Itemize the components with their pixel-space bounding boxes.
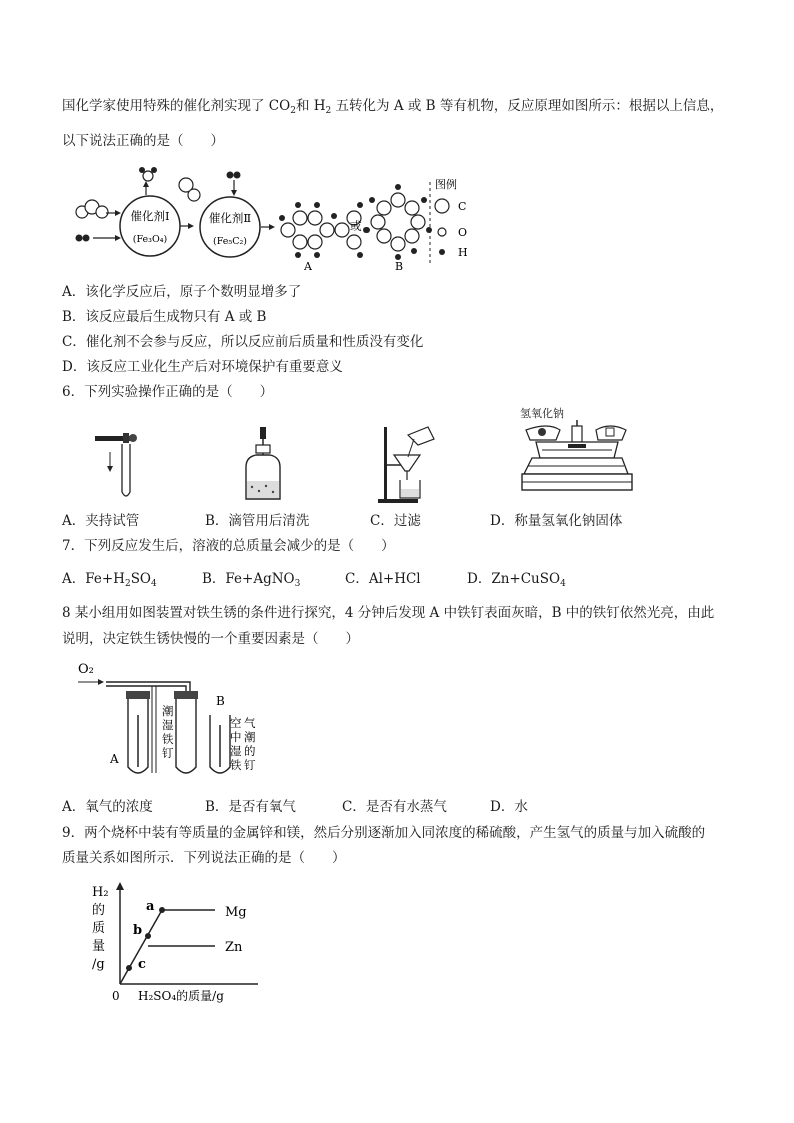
tube-b-text-c1-1: 空 xyxy=(230,716,242,730)
y-label-2: 的 xyxy=(92,903,106,918)
q5-stem-line1: 国化学家使用特殊的催化剂实现了 $CO_2$和 $H_2$ 五转化为 A 或 B 等有机物，反应原理如图所示：根据以上信息， xyxy=(62,98,724,116)
q5-option-a: A．该化学反应后，原子个数明显增多了 xyxy=(62,284,302,300)
series-mg-label: Mg xyxy=(225,905,247,920)
test-tube-clamp-icon xyxy=(95,433,137,496)
q8-stem-line2: 说明，决定铁生锈快慢的一个重要因素是（ ） xyxy=(62,631,359,647)
naoh-label: 氢氧化钠 xyxy=(520,407,564,420)
q7-option-b: B．Fe+AgNO$_3$ xyxy=(202,571,301,589)
q6-option-a: A．夹持试管 xyxy=(62,513,140,529)
co-molecule-icon xyxy=(179,178,200,201)
point-b-label: b xyxy=(133,923,143,938)
q6-figure-c xyxy=(378,425,448,507)
q9-stem-line1: 9．两个烧杯中装有等质量的金属锌和镁，然后分别逐渐加入同浓度的稀硫酸，产生氢气的质量与加入硫酸的 xyxy=(62,825,706,841)
legend-h: H xyxy=(458,246,468,259)
tube-a-text-2: 湿 xyxy=(162,718,174,732)
q8-option-d: D．水 xyxy=(490,799,528,815)
legend-title: 图例 xyxy=(435,178,457,191)
q8-apparatus-figure xyxy=(70,655,260,785)
q6-figure-a xyxy=(90,430,150,505)
hydrogen-legend-icon xyxy=(439,249,445,255)
q7-option-d: D．Zn+CuSO$_4$ xyxy=(467,571,566,589)
tube-a-text-4: 钉 xyxy=(162,746,174,760)
filtration-setup-icon xyxy=(378,427,434,503)
q6-figure-b xyxy=(232,425,292,507)
legend-c: C xyxy=(458,200,467,213)
catalyst-1-circle xyxy=(120,196,180,256)
carbon-legend-icon xyxy=(435,199,449,213)
origin-label: 0 xyxy=(112,989,120,1003)
q6-option-b: B．滴管用后清洗 xyxy=(205,513,310,529)
water-molecule-icon xyxy=(139,167,157,181)
tube-b-label: B xyxy=(216,694,225,708)
point-a-label: a xyxy=(146,899,155,914)
tube-b-text-c1-4: 铁 xyxy=(230,758,242,772)
q6-stem: 6．下列实验操作正确的是（ ） xyxy=(62,384,274,400)
q9-graph xyxy=(80,880,270,1005)
q8-option-b: B．是否有氧气 xyxy=(205,799,296,815)
catalyst-2-circle xyxy=(200,197,260,257)
oxygen-legend-icon xyxy=(438,228,446,236)
q5-option-b: B．该反应最后生成物只有 A 或 B xyxy=(62,309,267,325)
legend-o: O xyxy=(458,226,468,239)
y-label-5: /g xyxy=(92,957,105,972)
y-label-4: 量 xyxy=(92,939,106,954)
x-axis-label: H₂SO₄的质量/g xyxy=(138,989,224,1003)
q8-option-c: C．是否有水蒸气 xyxy=(342,799,447,815)
q7-option-c: C．Al+HCl xyxy=(345,571,421,587)
q6-figure-d xyxy=(520,418,635,500)
point-a xyxy=(159,907,165,913)
q8-stem-line1: 8 某小组用如图装置对铁生锈的条件进行探究，4 分钟后发现 A 中铁钉表面灰暗，B 中的铁钉依然光亮，由此 xyxy=(62,605,715,621)
molecule-a-label: A xyxy=(304,260,312,273)
catalyst-1-formula: (Fe₃O₄) xyxy=(132,234,168,245)
point-c-label: c xyxy=(138,957,146,972)
o2-label: O₂ xyxy=(78,662,94,677)
q7-stem: 7．下列反应发生后，溶液的总质量会减少的是（ ） xyxy=(62,538,395,554)
tube-b-text-c2-1: 气 xyxy=(244,716,256,730)
y-label-3: 质 xyxy=(92,921,106,936)
q5-option-d: D．该反应工业化生产后对环境保护有重要意义 xyxy=(62,359,343,375)
h2-molecule-icon xyxy=(76,235,90,242)
y-label-1: H₂ xyxy=(92,885,109,900)
molecule-b-label: B xyxy=(394,260,404,273)
q5-reaction-diagram xyxy=(70,160,470,275)
q5-stem-line2: 以下说法正确的是（ ） xyxy=(62,133,224,149)
q9-stem-line2: 质量关系如图所示．下列说法正确的是（ ） xyxy=(62,850,346,866)
tube-a-text-1: 潮 xyxy=(162,704,174,718)
co2-molecule-icon xyxy=(76,200,108,218)
tube-a-label: A xyxy=(110,752,119,766)
catalyst-1-label: 催化剂Ⅰ xyxy=(130,209,170,223)
tube-b-text-c1-2: 中 xyxy=(230,730,242,744)
point-b xyxy=(145,933,151,939)
series-zn-label: Zn xyxy=(225,940,243,955)
balance-scale-icon xyxy=(522,420,632,490)
tube-b-text-c1-3: 湿 xyxy=(230,744,242,758)
q6-option-d: D．称量氢氧化钠固体 xyxy=(490,513,623,529)
point-c xyxy=(126,965,132,971)
tube-b-text-c2-4: 钉 xyxy=(244,758,256,772)
catalyst-2-formula: (Fe₅C₂) xyxy=(213,236,247,247)
h2-molecule-icon xyxy=(227,172,241,179)
catalyst-2-label: 催化剂Ⅱ xyxy=(208,211,252,225)
or-label: 或 xyxy=(350,219,362,233)
mg-curve-rise xyxy=(120,910,162,984)
q7-option-a: A．$Fe+H_2SO_4$ xyxy=(62,571,157,589)
q5-option-c: C．催化剂不会参与反应，所以反应前后质量和性质没有变化 xyxy=(62,334,424,350)
tube-a-text-3: 铁 xyxy=(162,732,174,746)
molecule-a-icon xyxy=(281,211,361,249)
dropper-bottle-icon xyxy=(246,427,280,499)
tube-b-text-c2-2: 潮 xyxy=(244,730,256,744)
q8-option-a: A．氧气的浓度 xyxy=(62,799,153,815)
q6-option-c: C．过滤 xyxy=(370,513,421,529)
molecule-b-icon xyxy=(371,193,425,251)
tube-b-text-c2-3: 的 xyxy=(244,744,256,758)
